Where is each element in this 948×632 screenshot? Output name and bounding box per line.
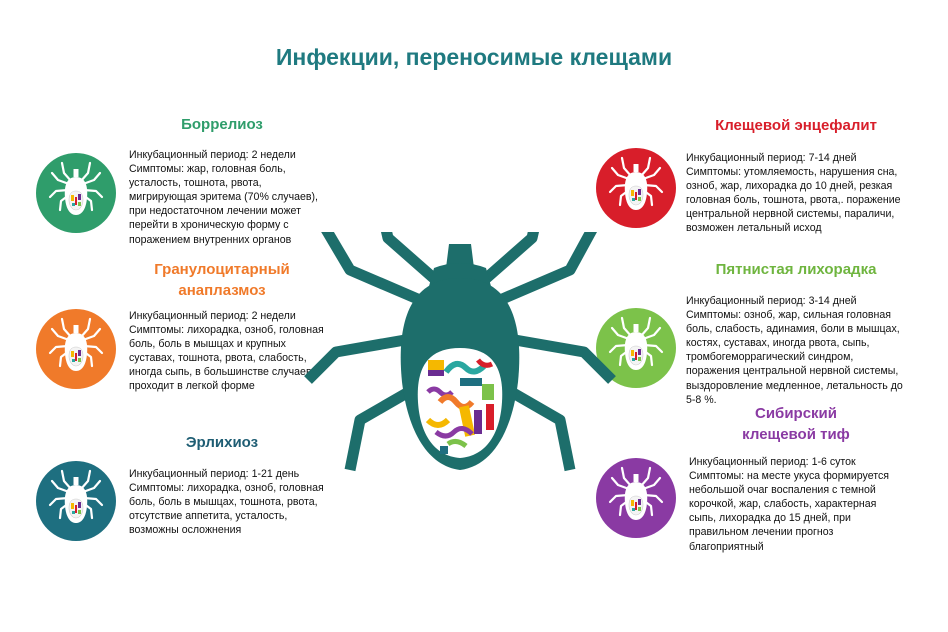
typhus-title: Сибирский клещевой тиф (742, 405, 850, 443)
spotted-title: Пятнистая лихорадка (715, 261, 877, 278)
encephalitis-tick-icon (596, 148, 676, 228)
anaplasmoz-text: Инкубационный период: 2 недели Симптомы: лихорадка, озноб, головная боль, боль в мышцах и крупных суставах, тошнота, рвота, слабость, иногда сыпь, в большинстве случаев проходит в легкой форме (129, 310, 324, 393)
anaplasmoz-title: Гранулоцитарный анаплазмоз (154, 261, 290, 299)
erlihioz-title: Эрлихиоз (185, 434, 259, 451)
encephalitis-title: Клещевой энцефалит (715, 117, 877, 134)
spotted-text: Инкубационный период: 3-14 дней Симптомы: озноб, жар, сильная головная боль, слабость, адинамия, боли в мышцах, костях, суставах, иногда рвота, сыпь, тромбогеморрагический синдром, поражения центральной нервной системы, выздоровление медленное, летальность до 5-8 %. (686, 295, 903, 406)
page-title: Инфекции, переносимые клещами (275, 44, 673, 70)
borrelioz-tick-icon (36, 153, 116, 233)
typhus-text: Инкубационный период: 1-6 суток Симптомы: на месте укуса формируется небольшой очаг воспаления с темной корочкой, жар, слабость, характерная сыпь, лихорадка до 15 дней, при правильном лечении прогноз благоприятный (689, 456, 890, 553)
borrelioz-text: Инкубационный период: 2 недели Симптомы: жар, головная боль, усталость, тошнота, рвота, мигрирующая эритема (70% случаев), при недостаточном лечении может перейти в хроническую форму с поражением внутренних органов (129, 149, 318, 246)
borrelioz-title: Боррелиоз (181, 116, 263, 133)
encephalitis-text: Инкубационный период: 7-14 дней Симптомы: утомляемость, нарушения сна, озноб, жар, лихорадка до 10 дней, резкая головная боль, тошнота, рвота,. поражение центральной нервной системы, параличи, возможен летальный исход (686, 152, 901, 235)
tick-icon (298, 232, 618, 522)
erlihioz-tick-icon (36, 461, 116, 541)
erlihioz-text: Инкубационный период: 1-21 день Симптомы: лихорадка, озноб, головная боль, боль в мышцах, тошнота, рвота, отсутствие аппетита, усталость, возможны осложнения (129, 468, 324, 537)
anaplasmoz-tick-icon (36, 309, 116, 389)
